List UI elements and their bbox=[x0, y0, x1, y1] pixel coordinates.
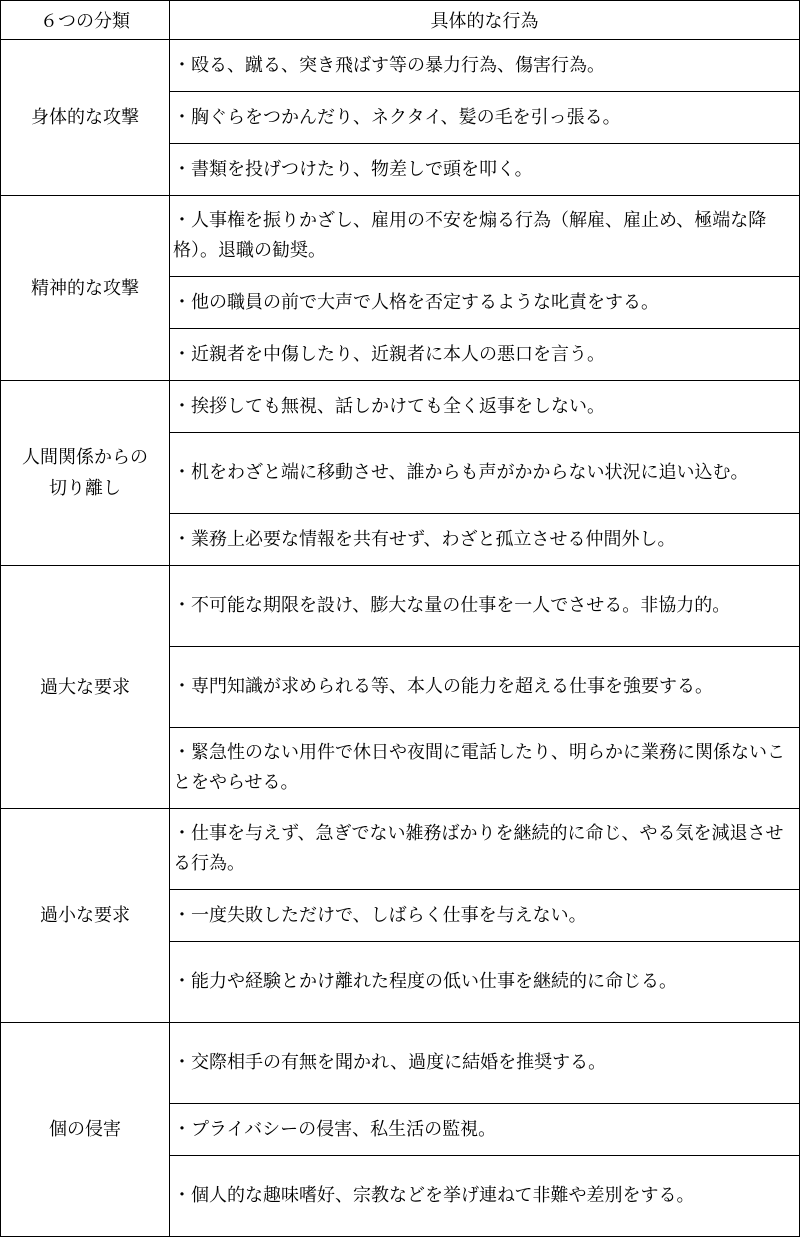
category-physical-attack: 身体的な攻撃 bbox=[1, 40, 170, 196]
example-item: ・殴る、蹴る、突き飛ばす等の暴力行為、傷害行為。 bbox=[170, 40, 800, 92]
example-item: ・他の職員の前で大声で人格を否定するような叱責をする。 bbox=[170, 277, 800, 329]
example-item: ・胸ぐらをつかんだり、ネクタイ、髪の毛を引っ張る。 bbox=[170, 92, 800, 144]
example-item: ・一度失敗しただけで、しばらく仕事を与えない。 bbox=[170, 890, 800, 942]
category-isolation-line2: 切り離し bbox=[49, 478, 121, 499]
example-item: ・机をわざと端に移動させ、誰からも声がかからない状況に追い込む。 bbox=[170, 433, 800, 514]
table-row bbox=[1, 809, 800, 890]
category-isolation-line1: 人間関係からの bbox=[22, 447, 148, 468]
example-item: ・仕事を与えず、急ぎでない雑務ばかりを継続的に命じ、やる気を減退させる行為。 bbox=[170, 809, 800, 890]
table-row bbox=[1, 196, 800, 277]
category-insufficient-demand: 過小な要求 bbox=[1, 809, 170, 1023]
example-item: ・交際相手の有無を聞かれ、過度に結婚を推奨する。 bbox=[170, 1023, 800, 1104]
example-item: ・挨拶しても無視、話しかけても全く返事をしない。 bbox=[170, 381, 800, 433]
example-item: ・緊急性のない用件で休日や夜間に電話したり、明らかに業務に関係ないことをやらせる。 bbox=[170, 728, 800, 809]
example-item: ・不可能な期限を設け、膨大な量の仕事を一人でさせる。非協力的。 bbox=[170, 566, 800, 647]
category-isolation bbox=[1, 381, 170, 566]
category-excessive-demand: 過大な要求 bbox=[1, 566, 170, 809]
category-privacy-infringement: 個の侵害 bbox=[1, 1023, 170, 1237]
example-item: ・業務上必要な情報を共有せず、わざと孤立させる仲間外し。 bbox=[170, 514, 800, 566]
example-item: ・書類を投げつけたり、物差しで頭を叩く。 bbox=[170, 144, 800, 196]
table-row bbox=[1, 1023, 800, 1104]
header-row bbox=[1, 1, 800, 40]
example-item: ・近親者を中傷したり、近親者に本人の悪口を言う。 bbox=[170, 329, 800, 381]
table-row bbox=[1, 40, 800, 92]
header-examples: 具体的な行為 bbox=[170, 1, 800, 40]
example-item: ・プライバシーの侵害、私生活の監視。 bbox=[170, 1104, 800, 1156]
header-category: ６つの分類 bbox=[1, 1, 170, 40]
table-row bbox=[1, 381, 800, 433]
example-item: ・人事権を振りかざし、雇用の不安を煽る行為（解雇、雇止め、極端な降格）。退職の勧奨。 bbox=[170, 196, 800, 277]
example-item: ・能力や経験とかけ離れた程度の低い仕事を継続的に命じる。 bbox=[170, 942, 800, 1023]
example-item: ・専門知識が求められる等、本人の能力を超える仕事を強要する。 bbox=[170, 647, 800, 728]
table-row bbox=[1, 566, 800, 647]
example-item: ・個人的な趣味嗜好、宗教などを挙げ連ねて非難や差別をする。 bbox=[170, 1156, 800, 1237]
category-mental-attack: 精神的な攻撃 bbox=[1, 196, 170, 381]
